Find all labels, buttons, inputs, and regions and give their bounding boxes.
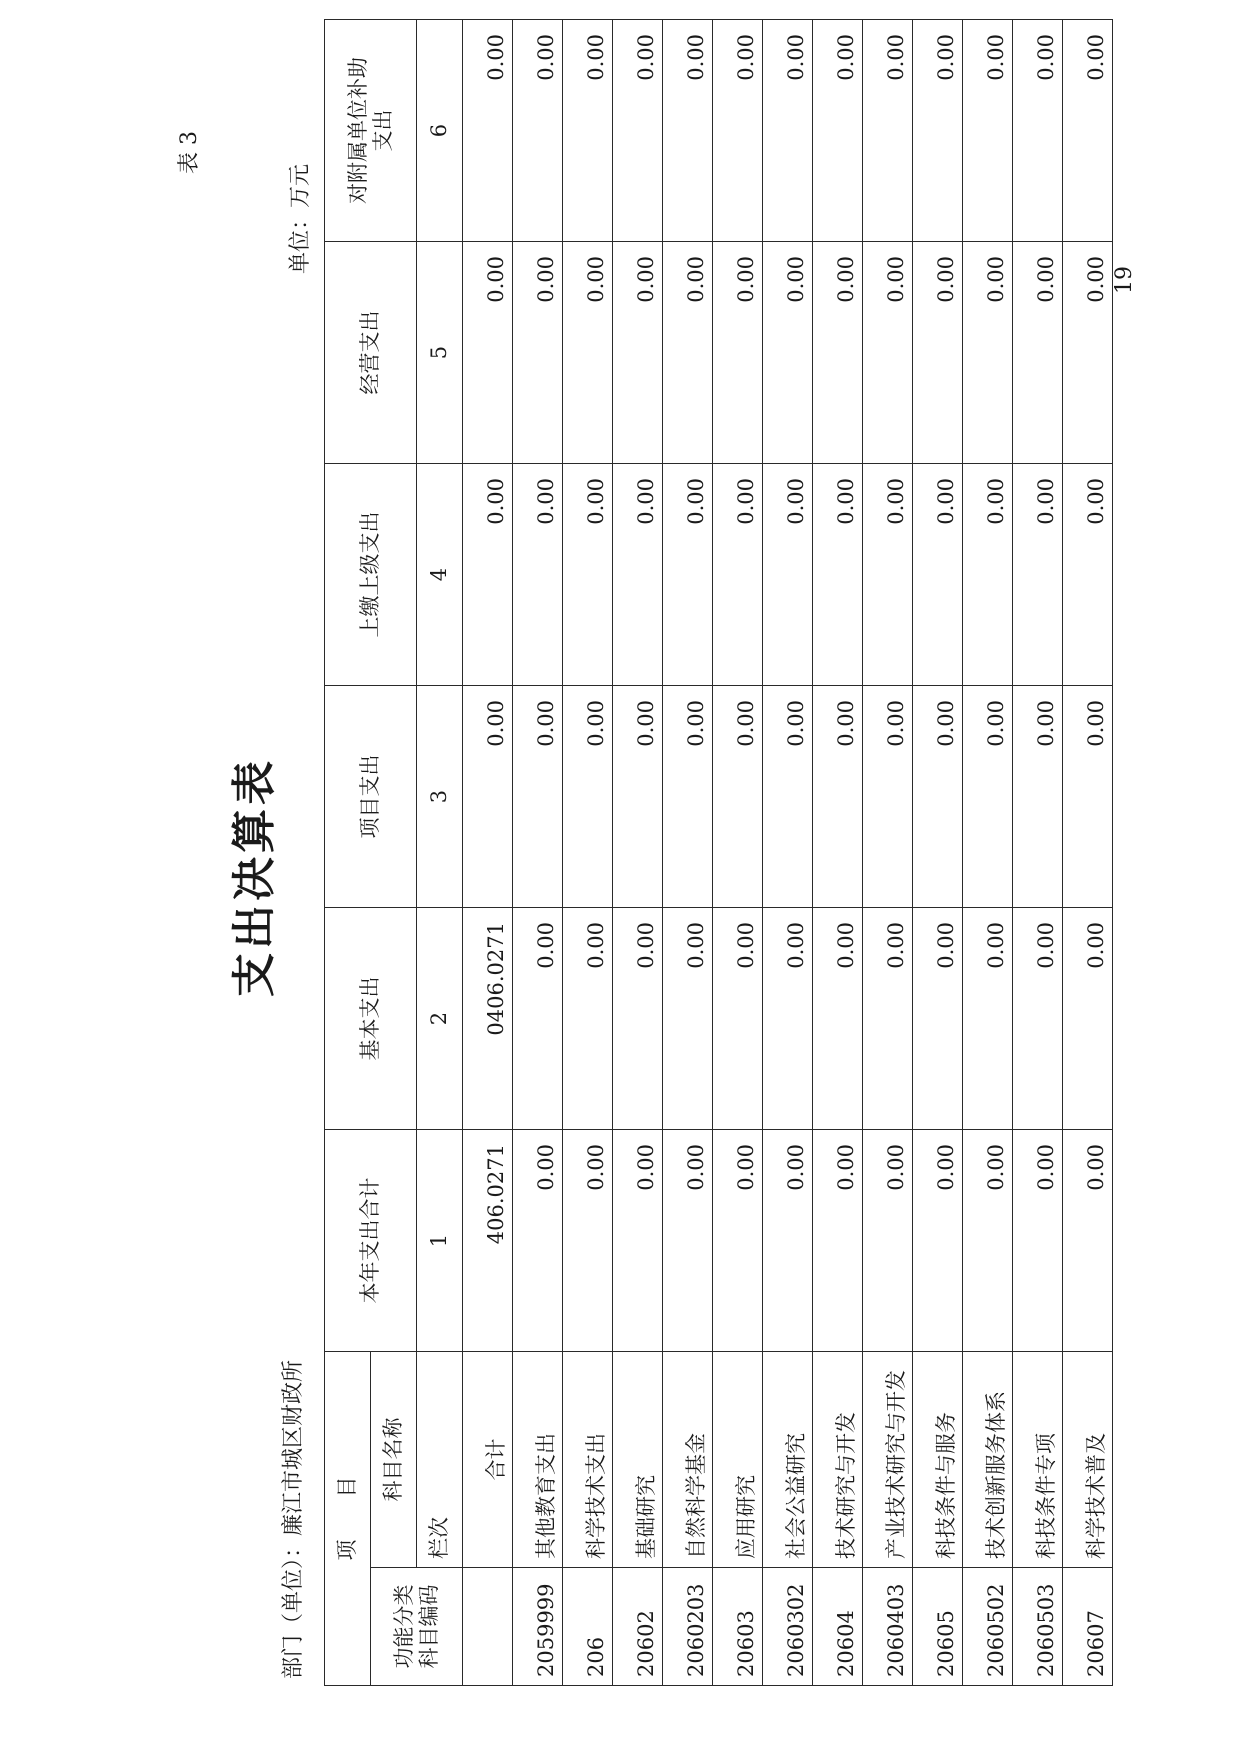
- row-value-col-1: 0.00: [913, 1130, 963, 1352]
- table-row: [763, 20, 813, 1686]
- row-value-col-6: 0.00: [463, 20, 513, 242]
- row-value-col-5: 0.00: [613, 242, 663, 464]
- table-row: [863, 20, 913, 1686]
- row-code: 2060503: [1013, 1568, 1063, 1686]
- row-value-col-1: 0.00: [763, 1130, 813, 1352]
- row-value-col-5: 0.00: [1063, 242, 1113, 464]
- table-number-label: 表 3: [177, 131, 202, 174]
- row-value-col-2: 0.00: [613, 908, 663, 1130]
- row-value-col-5: 0.00: [963, 242, 1013, 464]
- row-value-col-1: 406.0271: [463, 1130, 513, 1352]
- row-name: 技术创新服务体系: [963, 1352, 1013, 1568]
- row-code: [463, 1568, 513, 1686]
- row-value-col-6: 0.00: [513, 20, 563, 242]
- row-value-col-6: 0.00: [713, 20, 763, 242]
- row-name: 基础研究: [613, 1352, 663, 1568]
- department-line: [276, 1360, 307, 1679]
- row-code: 206: [563, 1568, 613, 1686]
- row-value-col-1: 0.00: [863, 1130, 913, 1352]
- table-row: [563, 20, 613, 1686]
- header-col-3: 项目支出: [325, 686, 417, 908]
- row-name: 科技条件专项: [1013, 1352, 1063, 1568]
- row-value-col-3: 0.00: [1063, 686, 1113, 908]
- row-value-col-3: 0.00: [913, 686, 963, 908]
- row-name: 自然科学基金: [663, 1352, 713, 1568]
- row-value-col-3: 0.00: [863, 686, 913, 908]
- row-value-col-1: 0.00: [663, 1130, 713, 1352]
- expenditure-table: [324, 19, 1113, 1686]
- row-value-col-2: 0.00: [513, 908, 563, 1130]
- row-value-col-3: 0.00: [463, 686, 513, 908]
- row-value-col-3: 0.00: [713, 686, 763, 908]
- col-number-3: 3: [417, 686, 463, 908]
- row-value-col-2: 0.00: [913, 908, 963, 1130]
- header-row-1: [325, 20, 371, 1686]
- header-name: 科目名称: [371, 1352, 417, 1568]
- row-value-col-2: 0406.0271: [463, 908, 513, 1130]
- row-value-col-3: 0.00: [563, 686, 613, 908]
- row-value-col-6: 0.00: [913, 20, 963, 242]
- row-value-col-2: 0.00: [1063, 908, 1113, 1130]
- table-row: [463, 20, 513, 1686]
- row-value-col-5: 0.00: [663, 242, 713, 464]
- row-value-col-5: 0.00: [863, 242, 913, 464]
- row-value-col-5: 0.00: [463, 242, 513, 464]
- row-code: 2060502: [963, 1568, 1013, 1686]
- page-title: 支出决算表: [229, 757, 280, 997]
- row-value-col-1: 0.00: [813, 1130, 863, 1352]
- header-col-6: 对附属单位补助 支出: [325, 20, 417, 242]
- row-value-col-1: 0.00: [713, 1130, 763, 1352]
- header-col-1: 本年支出合计: [325, 1130, 417, 1352]
- department-label: 部门（单位）：: [281, 1535, 306, 1679]
- row-value-col-3: 0.00: [763, 686, 813, 908]
- row-value-col-2: 0.00: [863, 908, 913, 1130]
- row-value-col-3: 0.00: [513, 686, 563, 908]
- row-name: 科学技术普及: [1063, 1352, 1113, 1568]
- row-value-col-5: 0.00: [813, 242, 863, 464]
- row-value-col-1: 0.00: [1063, 1130, 1113, 1352]
- row-name: 科学技术支出: [563, 1352, 613, 1568]
- row-value-col-2: 0.00: [763, 908, 813, 1130]
- row-value-col-1: 0.00: [1013, 1130, 1063, 1352]
- row-value-col-6: 0.00: [613, 20, 663, 242]
- row-value-col-5: 0.00: [763, 242, 813, 464]
- row-value-col-6: 0.00: [763, 20, 813, 242]
- table-row: [1063, 20, 1113, 1686]
- table-row: [663, 20, 713, 1686]
- row-value-col-5: 0.00: [913, 242, 963, 464]
- row-value-col-4: 0.00: [813, 464, 863, 686]
- row-value-col-2: 0.00: [663, 908, 713, 1130]
- row-value-col-4: 0.00: [913, 464, 963, 686]
- table-row: [963, 20, 1013, 1686]
- row-code: 2060403: [863, 1568, 913, 1686]
- table-row: [613, 20, 663, 1686]
- row-value-col-2: 0.00: [1013, 908, 1063, 1130]
- row-value-col-2: 0.00: [563, 908, 613, 1130]
- row-value-col-6: 0.00: [1063, 20, 1113, 242]
- row-name: 科技条件与服务: [913, 1352, 963, 1568]
- table-row: [1013, 20, 1063, 1686]
- header-row-index: [417, 20, 463, 1686]
- row-value-col-3: 0.00: [813, 686, 863, 908]
- row-code: 2060302: [763, 1568, 813, 1686]
- header-project-group: 项 目: [325, 1352, 371, 1686]
- row-value-col-4: 0.00: [863, 464, 913, 686]
- page-number: 19: [1112, 266, 1137, 294]
- header-col-4: 上缴上级支出: [325, 464, 417, 686]
- row-value-col-4: 0.00: [563, 464, 613, 686]
- row-name: 其他教育支出: [513, 1352, 563, 1568]
- row-code: 20604: [813, 1568, 863, 1686]
- row-value-col-5: 0.00: [1013, 242, 1063, 464]
- row-value-col-6: 0.00: [563, 20, 613, 242]
- row-value-col-2: 0.00: [963, 908, 1013, 1130]
- row-name: 社会公益研究: [763, 1352, 813, 1568]
- row-value-col-1: 0.00: [563, 1130, 613, 1352]
- table-row: [513, 20, 563, 1686]
- row-value-col-2: 0.00: [713, 908, 763, 1130]
- col-number-6: 6: [417, 20, 463, 242]
- row-value-col-1: 0.00: [513, 1130, 563, 1352]
- row-code: 2060203: [663, 1568, 713, 1686]
- row-value-col-5: 0.00: [563, 242, 613, 464]
- row-value-col-1: 0.00: [963, 1130, 1013, 1352]
- row-value-col-1: 0.00: [613, 1130, 663, 1352]
- unit-label: 单位：万元: [288, 163, 313, 274]
- row-value-col-4: 0.00: [613, 464, 663, 686]
- col-number-4: 4: [417, 464, 463, 686]
- row-name: 产业技术研究与开发: [863, 1352, 913, 1568]
- row-value-col-5: 0.00: [513, 242, 563, 464]
- row-value-col-4: 0.00: [513, 464, 563, 686]
- col-number-5: 5: [417, 242, 463, 464]
- row-value-col-6: 0.00: [663, 20, 713, 242]
- header-col-2: 基本支出: [325, 908, 417, 1130]
- row-value-col-4: 0.00: [1063, 464, 1113, 686]
- row-value-col-3: 0.00: [663, 686, 713, 908]
- row-value-col-6: 0.00: [963, 20, 1013, 242]
- row-value-col-6: 0.00: [813, 20, 863, 242]
- header-row-index-label: 栏次: [417, 1352, 463, 1568]
- table-row: [813, 20, 863, 1686]
- row-value-col-6: 0.00: [1013, 20, 1063, 242]
- table-row: [713, 20, 763, 1686]
- row-value-col-3: 0.00: [963, 686, 1013, 908]
- col-number-2: 2: [417, 908, 463, 1130]
- row-value-col-4: 0.00: [763, 464, 813, 686]
- row-code: 2059999: [513, 1568, 563, 1686]
- row-value-col-5: 0.00: [713, 242, 763, 464]
- row-value-col-3: 0.00: [613, 686, 663, 908]
- row-value-col-2: 0.00: [813, 908, 863, 1130]
- header-col-5: 经营支出: [325, 242, 417, 464]
- department-name: 廉江市城区财政所: [281, 1359, 306, 1536]
- header-code: 功能分类 科目编码: [371, 1568, 463, 1686]
- col-number-1: 1: [417, 1130, 463, 1352]
- row-value-col-3: 0.00: [1013, 686, 1063, 908]
- row-code: 20602: [613, 1568, 663, 1686]
- row-value-col-4: 0.00: [1013, 464, 1063, 686]
- row-code: 20605: [913, 1568, 963, 1686]
- row-code: 20607: [1063, 1568, 1113, 1686]
- row-value-col-4: 0.00: [963, 464, 1013, 686]
- row-name: 合计: [463, 1352, 513, 1568]
- row-code: 20603: [713, 1568, 763, 1686]
- row-name: 应用研究: [713, 1352, 763, 1568]
- row-value-col-4: 0.00: [663, 464, 713, 686]
- row-value-col-4: 0.00: [463, 464, 513, 686]
- row-value-col-6: 0.00: [863, 20, 913, 242]
- row-value-col-4: 0.00: [713, 464, 763, 686]
- row-name: 技术研究与开发: [813, 1352, 863, 1568]
- table-row: [913, 20, 963, 1686]
